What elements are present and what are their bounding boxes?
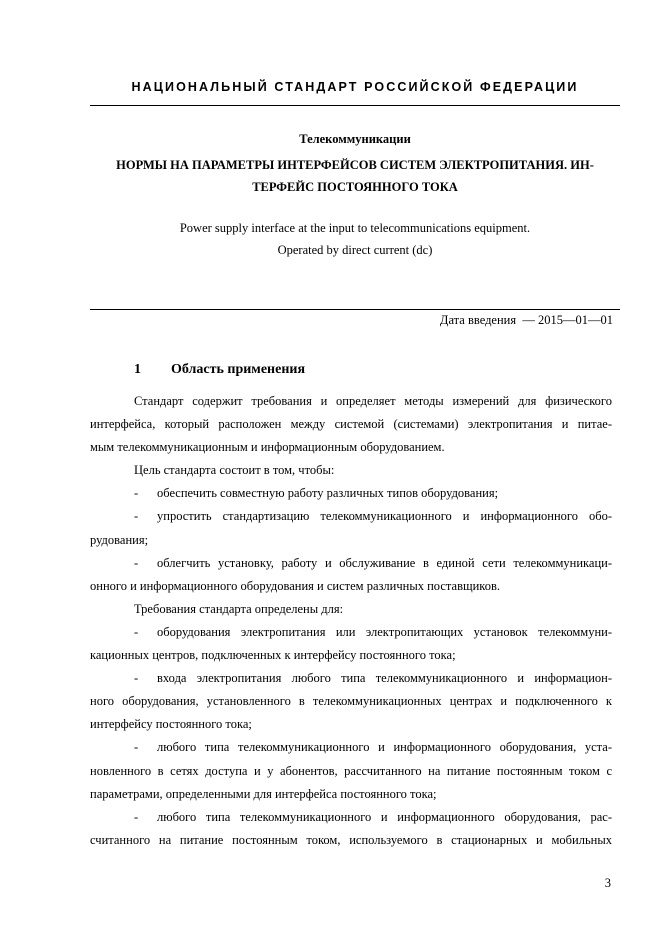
- section-title: Область применения: [171, 362, 306, 377]
- list-item: [90, 736, 612, 759]
- list-item-text: облегчить установку, работу и обслуживание в единой сети телекоммуникаци-: [157, 555, 612, 570]
- paragraph-line: мым телекоммуникационным и информационным оборудованием.: [90, 440, 445, 455]
- list-item-text: входа электропитания любого типа телекоммуникационного и информацион-: [157, 671, 612, 686]
- list-item: [90, 482, 612, 505]
- document-category: Телекоммуникации: [299, 132, 411, 146]
- bullet-dash: -: [134, 740, 139, 755]
- body-text: [90, 390, 612, 852]
- list-item-text: любого типа телекоммуникационного и информационного оборудования, уста-: [157, 740, 612, 755]
- paragraph-line: интерфейсу постоянного тока;: [90, 717, 252, 732]
- paragraph-line: ного оборудования, установленного в телекоммуникационных центрах и подключенного к: [90, 694, 612, 709]
- list-item-text: любого типа телекоммуникационного и информационного оборудования, рас-: [157, 809, 612, 824]
- section-number: 1: [134, 362, 141, 377]
- paragraph-line: Требования стандарта определены для:: [134, 601, 344, 616]
- bullet-dash: -: [134, 809, 139, 824]
- paragraph-line: кационных центров, подключенных к интерфейсу постоянного тока;: [90, 648, 456, 663]
- document-title-line: ТЕРФЕЙС ПОСТОЯННОГО ТОКА: [252, 180, 458, 194]
- english-title-line: Operated by direct current (dc): [277, 243, 433, 257]
- standard-header: НАЦИОНАЛЬНЫЙ СТАНДАРТ РОССИЙСКОЙ ФЕДЕРАЦИИ: [131, 80, 579, 94]
- document-title: [90, 154, 620, 198]
- english-title: [90, 217, 620, 261]
- list-item-text: обеспечить совместную работу различных типов оборудования;: [157, 486, 499, 501]
- header-rule: [90, 105, 620, 106]
- list-item-text: упростить стандартизацию телекоммуникационного и информационного обо-: [157, 509, 612, 524]
- bullet-dash: -: [134, 671, 139, 686]
- list-item: [90, 667, 612, 690]
- bullet-dash: -: [134, 509, 139, 524]
- paragraph-line: новленного в сетях доступа и у абонентов, рассчитанного на питание постоянным током с: [90, 763, 612, 778]
- section-heading: [134, 362, 305, 378]
- date-rule: [90, 309, 620, 310]
- paragraph-line: рудования;: [90, 532, 149, 547]
- paragraph-line: Цель стандарта состоит в том, чтобы:: [134, 463, 335, 478]
- effective-date: Дата введения — 2015—01—01: [439, 313, 613, 327]
- bullet-dash: -: [134, 555, 139, 570]
- list-item-text: оборудования электропитания или электропитающих установок телекоммуни-: [157, 624, 612, 639]
- paragraph-line: онного и информационного оборудования и систем различных поставщиков.: [90, 578, 501, 593]
- paragraph-line: параметрами, определенными для интерфейса постоянного тока;: [90, 786, 437, 801]
- list-item: [90, 806, 612, 829]
- paragraph-line: Стандарт содержит требования и определяет методы измерений для физического: [134, 394, 612, 408]
- paragraph-line: считанного на питание постоянным током, используемого в стационарных и мобильных: [90, 832, 612, 847]
- list-item: [90, 552, 612, 575]
- list-item: [90, 621, 612, 644]
- bullet-dash: -: [134, 486, 139, 501]
- bullet-dash: -: [134, 624, 139, 639]
- paragraph-line: интерфейса, который расположен между системой (системами) электропитания и питае-: [90, 417, 612, 432]
- document-title-line: НОРМЫ НА ПАРАМЕТРЫ ИНТЕРФЕЙСОВ СИСТЕМ ЭЛЕКТРОПИТАНИЯ. ИН-: [116, 158, 594, 172]
- english-title-line: Power supply interface at the input to telecommunications equipment.: [179, 221, 531, 235]
- list-item: [90, 505, 612, 528]
- page-number: 3: [604, 876, 611, 890]
